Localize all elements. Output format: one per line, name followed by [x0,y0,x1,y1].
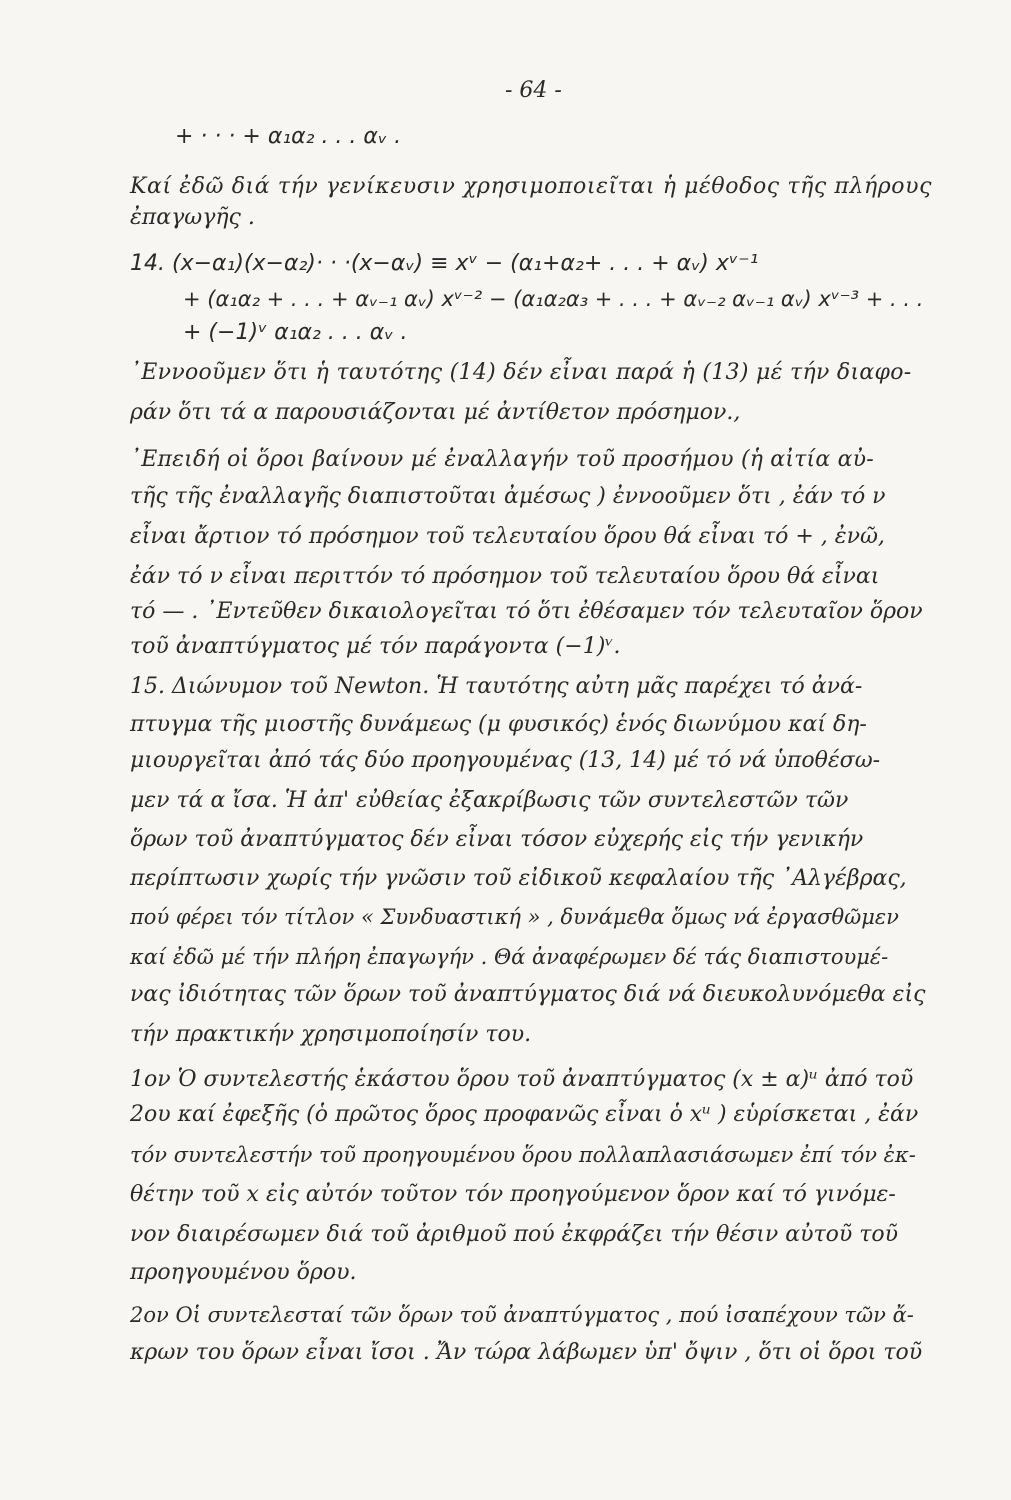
text-line: ἐπαγωγῆς . [130,205,255,230]
text-line: ὅρων τοῦ ἀναπτύγματος δέν εἶναι τόσον εὐχερής εἰς τήν γενικήν [130,827,864,852]
equation-line: 14. (x−α₁)(x−α₂)· · ·(x−αᵥ) ≡ xᵛ − (α₁+α₂+ . . . + αᵥ) xᵛ⁻¹ [130,251,759,276]
text-line: εἶναι ἄρτιον τό πρόσημον τοῦ τελευταίου ὅρου θά εἶναι τό + , ἐνῶ, [130,524,885,549]
text-line: τοῦ ἀναπτύγματος μέ τόν παράγοντα (−1)ᵛ. [130,634,621,659]
text-line: τήν πρακτικήν χρησιμοποίησίν του. [130,1022,532,1047]
text-line: + · · · + α₁α₂ . . . αᵥ . [175,124,402,149]
text-line: τόν συντελεστήν τοῦ προηγουμένου ὅρου πολλαπλασιάσωμεν ἐπί τόν ἐκ- [130,1143,916,1167]
text-line: τῆς τῆς ἐναλλαγῆς διαπιστοῦται ἀμέσως ) ἐννοοῦμεν ὅτι , ἐάν τό ν [130,484,886,509]
equation-line: + (−1)ᵛ α₁α₂ . . . αᵥ . [183,320,408,345]
text-line: μεν τά α ἴσα. Ἡ ἀπ' εὐθείας ἐξακρίβωσις τῶν συντελεστῶν τῶν [130,788,849,813]
text-line: νον διαιρέσωμεν διά τοῦ ἀριθμοῦ πού ἐκφράζει τήν θέσιν αὐτοῦ τοῦ [130,1222,899,1247]
property-line: 2ου καί ἐφεξῆς (ὁ πρῶτος ὅρος προφανῶς εἶναι ὁ xᵘ ) εὑρίσκεται , ἐάν [130,1102,919,1127]
property-line: 2ον Οἱ συντελεσταί τῶν ὅρων τοῦ ἀναπτύγματος , πού ἰσαπέχουν τῶν ἄ- [130,1303,914,1327]
text-line: καί ἐδῶ μέ τήν πλήρη ἐπαγωγήν . Θά ἀναφέρωμεν δέ τάς διαπιστουμέ- [130,945,889,969]
text-line: πτυγμα τῆς μιοστῆς δυνάμεως (μ φυσικός) ἑνός διωνύμου καί δη- [130,712,867,737]
text-line: νας ἰδιότητας τῶν ὅρων τοῦ ἀναπτύγματος διά νά διευκολυνόμεθα εἰς [130,982,926,1007]
text-line: κρων του ὅρων εἶναι ἴσοι . Ἄν τώρα λάβωμεν ὑπ' ὄψιν , ὅτι οἱ ὅροι τοῦ [130,1340,923,1365]
page-number: - 64 - [505,78,562,103]
text-line: ράν ὅτι τά α παρουσιάζονται μέ ἀντίθετον πρόσημον., [130,400,741,425]
text-line: περίπτωσιν χωρίς τήν γνῶσιν τοῦ εἰδικοῦ κεφαλαίου τῆς ᾿Αλγέβρας, [130,866,907,891]
text-line: προηγουμένου ὅρου. [130,1260,357,1285]
text-line: Καί ἐδῶ διά τήν γενίκευσιν χρησιμοποιεῖται ἡ μέθοδος τῆς πλήρους [130,174,933,199]
text-line: ᾿Επειδή οἱ ὅροι βαίνουν μέ ἐναλλαγήν τοῦ προσήμου (ἡ αἰτία αὐ- [130,447,874,472]
text-line: μιουργεῖται ἀπό τάς δύο προηγουμένας (13, 14) μέ τό νά ὑποθέσω- [130,748,881,773]
text-line: ἐάν τό ν εἶναι περιττόν τό πρόσημον τοῦ τελευταίου ὅρου θά εἶναι [130,564,880,589]
text-line: τό — . ᾿Εντεῦθεν δικαιολογεῖται τό ὅτι ἐθέσαμεν τόν τελευταῖον ὅρον [130,599,923,624]
text-line: θέτην τοῦ x εἰς αὐτόν τοῦτον τόν προηγούμενον ὅρον καί τό γινόμε- [130,1182,896,1207]
text-line: πού φέρει τόν τίτλον « Συνδυαστική » , δυνάμεθα ὅμως νά ἐργασθῶμεν [130,905,899,929]
text-line: ᾿Εννοοῦμεν ὅτι ἡ ταυτότης (14) δέν εἶναι παρά ἡ (13) μέ τήν διαφο- [130,360,912,385]
equation-line: + (α₁α₂ + . . . + αᵥ₋₁ αᵥ) xᵛ⁻² − (α₁α₂α₃ + . . . + αᵥ₋₂ αᵥ₋₁ αᵥ) xᵛ⁻³ + . . . [183,287,924,311]
property-line: 1ον Ὁ συντελεστής ἑκάστου ὅρου τοῦ ἀναπτύγματος (x ± α)ᵘ ἀπό τοῦ [130,1067,914,1092]
section-heading-line: 15. Διώνυμον τοῦ Newton. Ἡ ταυτότης αὐτη μᾶς παρέχει τό ἀνά- [130,674,863,699]
